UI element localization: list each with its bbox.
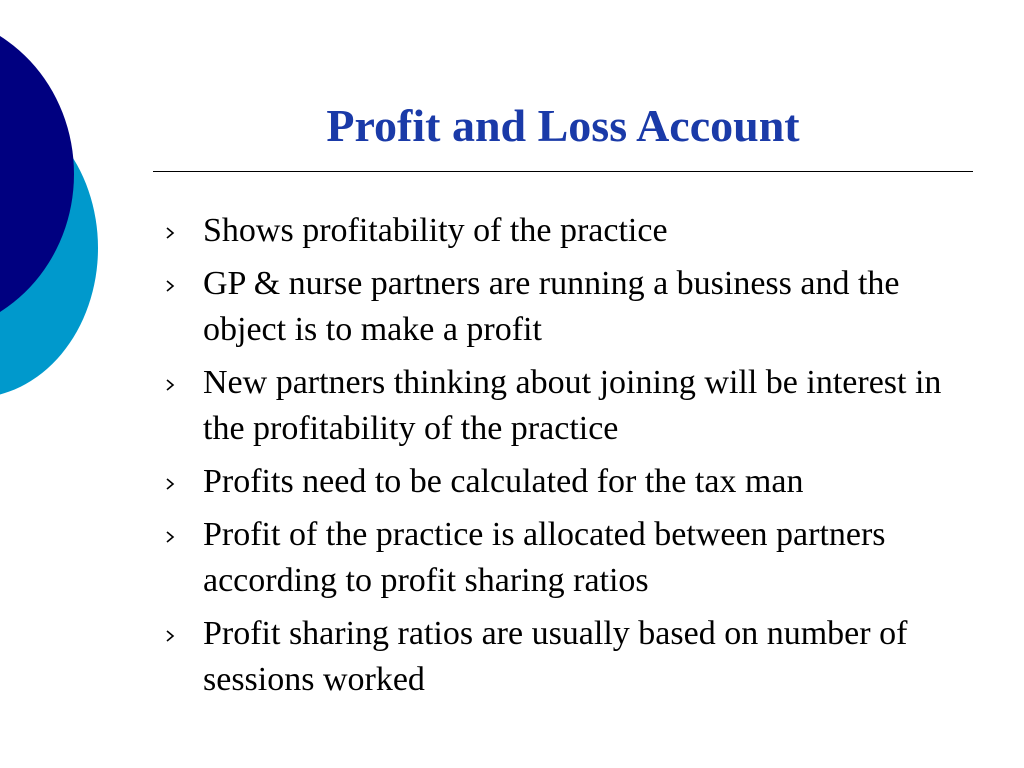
bullet-item	[162, 512, 952, 604]
chevron-right-icon	[164, 611, 184, 657]
bullet-item	[162, 261, 952, 353]
bullet-item	[162, 611, 952, 703]
bullet-text: New partners thinking about joining will be interest in the profitability of the practice	[203, 364, 942, 447]
chevron-right-icon	[164, 459, 184, 505]
bullet-text: Profits need to be calculated for the tax man	[203, 463, 804, 500]
chevron-right-icon	[164, 360, 184, 406]
title-divider	[153, 171, 973, 172]
chevron-right-icon	[164, 261, 184, 307]
bullet-item	[162, 360, 952, 452]
chevron-right-icon	[164, 512, 184, 558]
bullet-text: Profit of the practice is allocated between partners according to profit sharing ratios	[203, 516, 886, 599]
bullet-text: GP & nurse partners are running a business and the object is to make a profit	[203, 265, 900, 348]
bullet-text: Profit sharing ratios are usually based on number of sessions worked	[203, 615, 908, 698]
bullet-list	[162, 208, 952, 710]
chevron-right-icon	[164, 208, 184, 254]
bullet-item	[162, 459, 952, 505]
bullet-text: Shows profitability of the practice	[203, 212, 668, 249]
slide-title: Profit and Loss Account	[326, 100, 800, 151]
bullet-item	[162, 208, 952, 254]
